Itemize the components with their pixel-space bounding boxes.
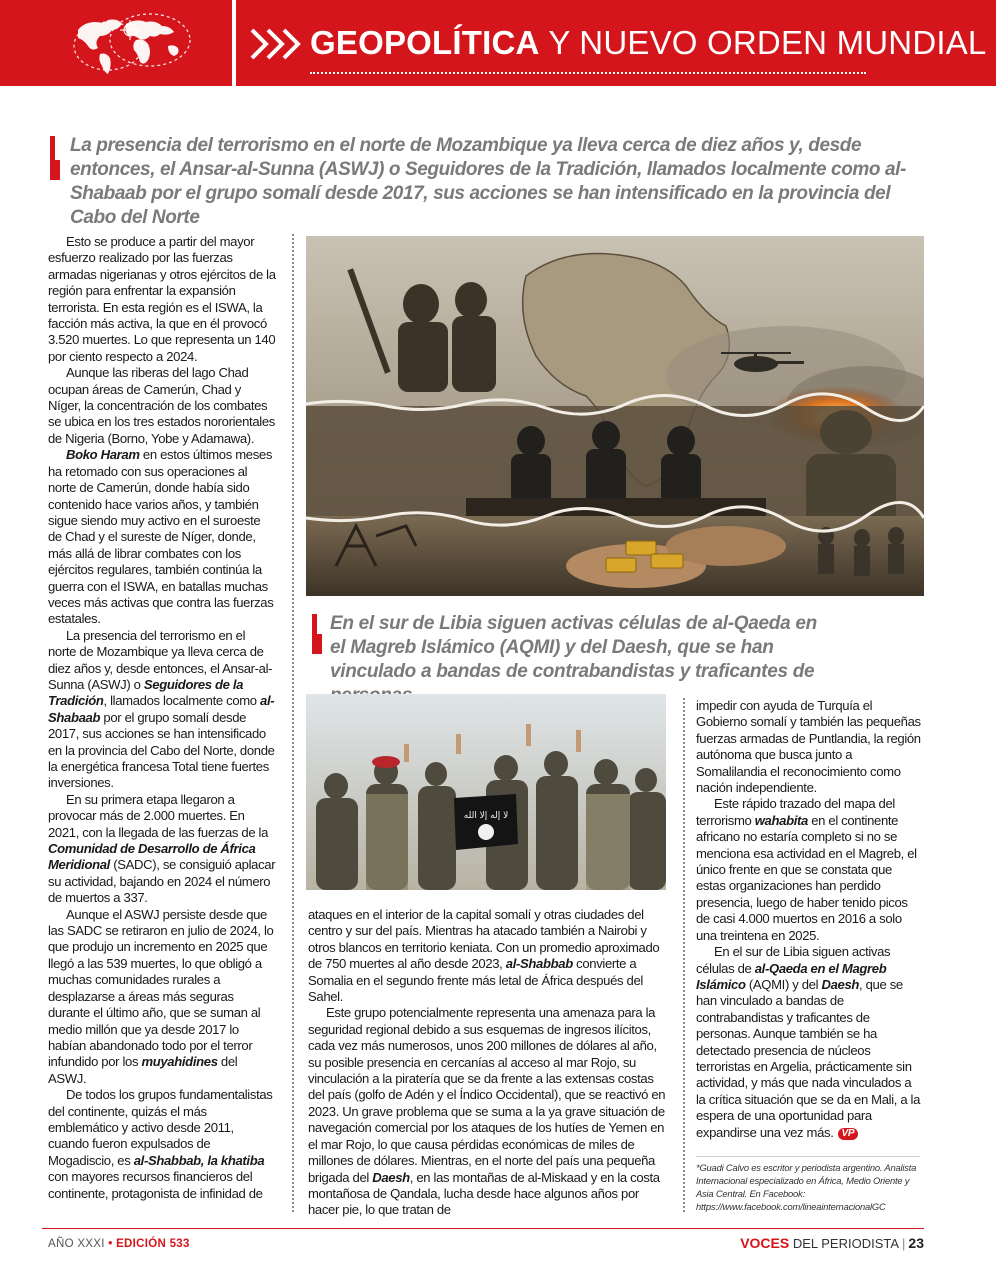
bold-term: al-Shabbab, la khatiba	[133, 1152, 265, 1168]
paragraph: La presencia del terrorismo en el norte de Mozambique ya lleva cerca de diez años y, desde entonces, el Ansar-al-Sunna (ASWJ) o Seguidores de la Tradición, llamados localmente como al-Shabaab por el grupo somalí desde 2017, sus acciones se han intensificado en la provincia del Cabo del Norte, donde la energética francesa Total tiene fuertes inversiones.	[48, 627, 275, 791]
column-divider	[292, 234, 294, 1212]
pull-quote-bar-foot	[50, 160, 60, 180]
bold-term: Daesh	[821, 976, 860, 992]
paragraph: Aunque las riberas del lago Chad ocupan áreas de Camerún, Chad y Níger, la concentración de los combates se ubica en los tres estados nororientales de Nigeria (Borno, Yobe y Adamawa).	[48, 365, 275, 446]
page-number: 23	[908, 1235, 924, 1251]
collage-illustration	[306, 236, 924, 596]
footer-rule	[42, 1228, 924, 1229]
paragraph: Boko Haram en estos últimos meses ha retomado con sus operaciones al norte de Camerún, donde había sido contenido hace varios años, y también sigue siendo muy activo en el suroeste de Chad y el sureste de Níger, donde, más allá de librar combates con los ejércitos regulares, también continúa la guerra con el ISWA, en batallas muchas veces más activas que contra las fuerzas estatales.	[48, 447, 274, 627]
bold-term: muyahidines	[141, 1054, 218, 1070]
footer-brand-rest: DEL PERIODISTA	[789, 1236, 900, 1251]
bold-term: al-Qaeda en el Magreb Islámico	[696, 960, 887, 992]
section-logo	[0, 0, 232, 86]
paragraph: En su primera etapa llegaron a provocar más de 2.000 muertes. En 2021, con la llegada de las fuerzas de la Comunidad de Desarrollo de África Meridional (SADC), se consiguió aplacar su actividad, bajando en 2024 el número de muertos a 337.	[48, 791, 276, 906]
paragraph: Esto se produce a partir del mayor esfuerzo realizado por las fuerzas armadas nigerianas y otros ejércitos de la región para enfrentar la expansión terrorista. En esta región es el ISWA, la facción más activa, la que en él provocó 3.520 muertes. Lo que representa un 140 por ciento respecto a 2024.	[48, 234, 276, 364]
column-divider	[683, 698, 685, 1212]
header-divider	[232, 0, 236, 86]
flag-inscription: لا إله إلا الله	[463, 811, 509, 821]
footer-separator: |	[902, 1236, 906, 1251]
paragraph: Este grupo potencialmente representa una amenaza para la seguridad regional debido a sus esquemas de ingresos ilícitos, cada vez más numerosos, unos 200 millones de dólares al año, su posible presencia en cercanías al acceso al mar Rojo, su vinculación a la piratería que se da frente a las extensas costas del país (golfo de Adén y el Índico Occidental), que se reactivó en 2023. Un grave problema que se suma a la ya grave situación de navegación comercial por los ataques de los hutíes de Yemen en el mar Rojo, lo que causa pérdidas económicas de miles de millones de dólares. Mientras, en el norte del país una pequeña brigada del Daesh, en las montañas de al-Miskaad y en la costa montañosa de Qandala, lucha desde hace algunos años por hacer pie, lo que tratan de	[308, 1005, 666, 1218]
paragraph: ataques en el interior de la capital somalí y otras ciudades del centro y sur del país. Mientras ha atacado también a Nairobi y otros blancos en territorio keniata. Con un promedio aproximado de 750 muertes al año desde 2023, al-Shabbab convierte a Somalia en el segundo frente más letal de África después del Sahel.	[308, 907, 660, 1005]
footer-edition	[48, 1238, 190, 1250]
bold-term: al-Shabaab	[48, 693, 275, 725]
bold-term: Daesh	[372, 1169, 410, 1185]
footer-brand	[740, 1235, 924, 1251]
africa-conflict-collage-image	[306, 236, 924, 596]
section-title	[310, 24, 986, 62]
bold-term: Boko Haram	[66, 447, 140, 463]
bold-term: Seguidores de la Tradición	[48, 676, 244, 709]
paragraph: impedir con ayuda de Turquía el Gobierno somalí y también las pequeñas fuerzas armadas de Puntlandia, la región autónoma que busca junto a Somalilandia el reconocimiento como nación independiente.	[696, 698, 921, 796]
bold-term: al-Shabbab	[505, 956, 573, 972]
section-title-bold: GEOPOLÍTICA	[310, 24, 540, 61]
footer-edition-number: EDICIÓN 533	[116, 1238, 190, 1250]
footer-bullet: •	[108, 1238, 113, 1250]
section-header	[0, 0, 996, 86]
body-column-1	[48, 234, 276, 1202]
paragraph: Aunque el ASWJ persiste desde que las SADC se retiraron en julio de 2024, lo que produjo un incremento en 2025 que llegó a las 539 muertes, lo que obligó a muchas comunidades rurales a desplazarse a áreas más seguras durante el último año, que se suman al medio millón que ya desde 2017 lo habían abandonado todo por el terror infundido por los muyahidines del ASWJ.	[48, 906, 274, 1086]
pull-quote-middle: En el sur de Libia siguen activas células de al-Qaeda en el Magreb Islámico (AQMI) y del Daesh, que se han vinculado a bandas de contrabandistas y traficantes de	[330, 613, 817, 682]
pull-quote-top: La presencia del terrorismo en el norte de Mozambique ya lleva cerca de diez años y, desde entonces, el Ansar-al-Sunna (ASWJ) o Seguidores de la Tradición, llamados localmente como al-Shabaab por el grupo somalí desde 2017, sus acciones se han intensificado en la provincia del Cabo del Norte	[70, 135, 906, 228]
paragraph: En el sur de Libia siguen activas células de al-Qaeda en el Magreb Islámico (AQMI) y del Daesh, que se han vinculado a bandas de contrabandistas y traficantes de personas. Aunque también se ha detectado presencia de núcleos terroristas en Argelia, prácticamente sin actividad, y más que nada vinculados a la crítica situación que se da en Mali, a la espera de una oportunidad para expandirse una vez más. VP	[696, 944, 921, 1140]
bold-term: Comunidad de Desarrollo de África Meridional	[48, 841, 256, 873]
author-credit: *Guadi Calvo es escritor y periodista argentino. Analista Internacional especializado en África, Medio Oriente y Asia Central. En Facebook: https://www.facebook.com/lineainternacionalGC	[696, 1156, 920, 1213]
section-title-light: Y NUEVO ORDEN MUNDIAL	[539, 24, 987, 61]
world-map-compass-icon	[0, 0, 232, 86]
paragraph: Este rápido trazado del mapa del terrorismo wahabita en el continente africano no estaría completo si no se menciona esa actividad en el Magreb, el único frente en que se constata que estas organizaciones han perdido presencia, luego de haber tenido picos de casi 4.000 muertos en 2016 a solo una treintena en 2025.	[696, 796, 917, 943]
fighters-group-photo-image	[306, 694, 666, 890]
double-chevron-right-icon	[250, 28, 304, 60]
title-dotted-rule	[310, 72, 866, 74]
body-column-2	[308, 907, 668, 1219]
paragraph: De todos los grupos fundamentalistas del continente, quizás el más emblemático y activo desde 2011, cuando fueron expulsados de Mogadiscio, es al-Shabbab, la khatiba con mayores recursos financieros del continente, protagonista de infinidad de	[48, 1087, 273, 1201]
group-photo-illustration	[306, 694, 666, 890]
body-column-3	[696, 698, 922, 1141]
footer-year: AÑO XXXI	[48, 1238, 105, 1250]
footer-brand-name: VOCES	[740, 1235, 790, 1251]
bold-term: wahabita	[754, 812, 808, 828]
end-mark-badge: VP	[838, 1128, 859, 1140]
pull-quote-bar-foot	[312, 634, 322, 654]
